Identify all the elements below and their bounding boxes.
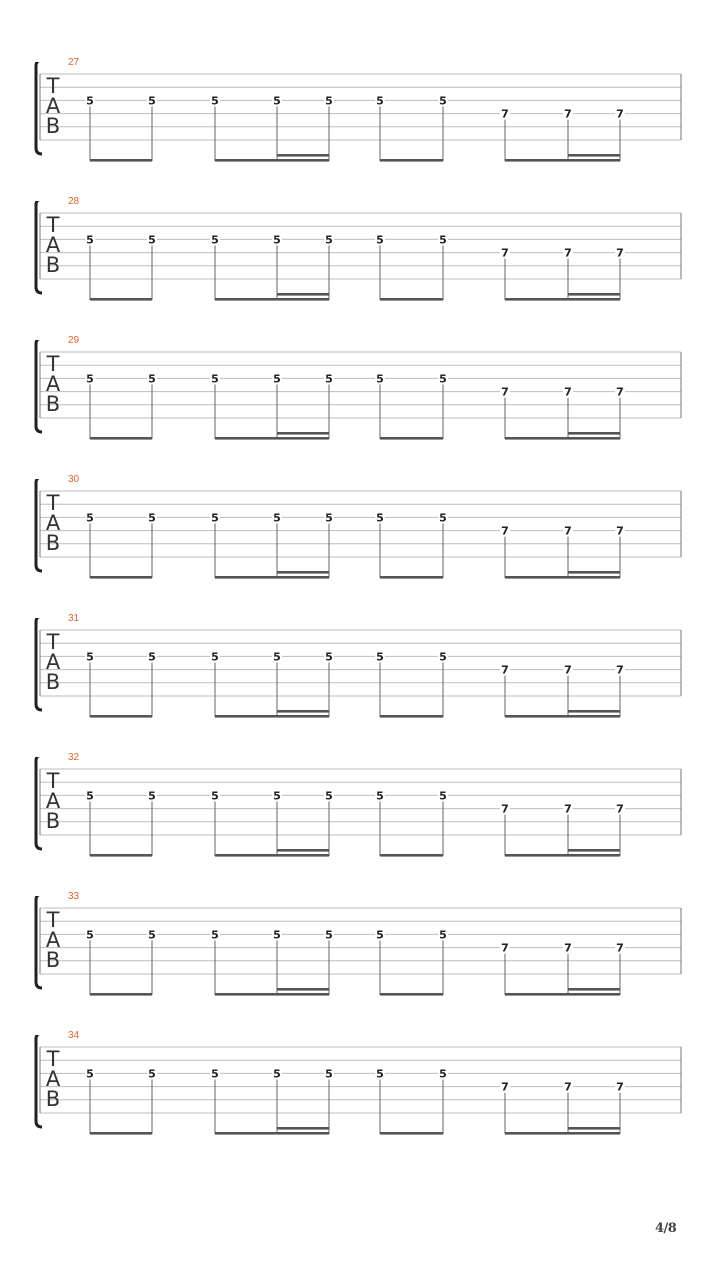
measure-number: 30 <box>68 474 80 485</box>
fret-number: 7 <box>564 246 572 260</box>
tab-staff <box>0 340 720 450</box>
measure-number: 28 <box>68 196 80 207</box>
fret-number: 5 <box>148 928 156 942</box>
tab-clef-letter: T <box>46 213 60 237</box>
tab-clef-letter: B <box>45 531 61 555</box>
fret-number: 5 <box>325 650 333 664</box>
tab-clef-letter: T <box>46 74 60 98</box>
beam <box>505 576 620 579</box>
beam <box>215 437 329 440</box>
measure-number: 29 <box>68 335 80 346</box>
beam <box>90 1132 152 1135</box>
fret-number: 5 <box>376 94 384 108</box>
beam <box>380 576 443 579</box>
fret-number: 5 <box>325 789 333 803</box>
beam <box>380 1132 443 1135</box>
fret-number: 5 <box>376 1067 384 1081</box>
fret-number: 5 <box>376 650 384 664</box>
fret-number: 7 <box>501 941 509 955</box>
fret-number: 7 <box>616 385 624 399</box>
tab-clef-letter: A <box>45 650 61 674</box>
fret-number: 7 <box>616 246 624 260</box>
fret-number: 7 <box>616 663 624 677</box>
secondary-beam <box>568 432 620 435</box>
fret-number: 5 <box>86 928 94 942</box>
fret-number: 7 <box>564 802 572 816</box>
fret-number: 5 <box>325 233 333 247</box>
secondary-beam <box>277 571 329 574</box>
tab-staff <box>0 201 720 311</box>
fret-number: 5 <box>86 233 94 247</box>
fret-number: 5 <box>211 928 219 942</box>
tab-clef-letter: T <box>46 352 60 376</box>
fret-number: 7 <box>564 941 572 955</box>
fret-number: 7 <box>616 1080 624 1094</box>
tab-system <box>0 57 720 172</box>
tab-clef-letter: T <box>46 908 60 932</box>
secondary-beam <box>277 849 329 852</box>
beam <box>90 437 152 440</box>
fret-number: 5 <box>148 650 156 664</box>
fret-number: 5 <box>439 650 447 664</box>
fret-number: 5 <box>211 233 219 247</box>
beam <box>215 1132 329 1135</box>
tab-clef-letter: B <box>45 253 61 277</box>
measure-number: 31 <box>68 613 80 624</box>
fret-number: 7 <box>616 524 624 538</box>
fret-number: 5 <box>86 650 94 664</box>
beam <box>380 715 443 718</box>
secondary-beam <box>568 988 620 991</box>
fret-number: 7 <box>564 107 572 121</box>
tab-system <box>0 196 720 311</box>
fret-number: 5 <box>439 1067 447 1081</box>
fret-number: 7 <box>501 802 509 816</box>
measure-number: 33 <box>68 891 80 902</box>
tab-system <box>0 891 720 1006</box>
secondary-beam <box>277 710 329 713</box>
beam <box>380 993 443 996</box>
fret-number: 7 <box>501 385 509 399</box>
fret-number: 5 <box>148 511 156 525</box>
tab-clef-letter: A <box>45 233 61 257</box>
tab-staff <box>0 896 720 1006</box>
fret-number: 5 <box>376 372 384 386</box>
fret-number: 5 <box>439 511 447 525</box>
tab-clef-letter: T <box>46 630 60 654</box>
fret-number: 5 <box>86 511 94 525</box>
beam <box>215 576 329 579</box>
fret-number: 5 <box>325 94 333 108</box>
fret-number: 5 <box>376 789 384 803</box>
fret-number: 5 <box>273 650 281 664</box>
fret-number: 5 <box>376 928 384 942</box>
fret-number: 5 <box>273 372 281 386</box>
secondary-beam <box>568 571 620 574</box>
fret-number: 5 <box>86 94 94 108</box>
fret-number: 7 <box>564 524 572 538</box>
tab-system <box>0 1030 720 1145</box>
fret-number: 5 <box>211 789 219 803</box>
tab-staff <box>0 1035 720 1145</box>
beam <box>505 993 620 996</box>
secondary-beam <box>277 293 329 296</box>
measure-number: 32 <box>68 752 80 763</box>
fret-number: 5 <box>325 511 333 525</box>
beam <box>215 854 329 857</box>
fret-number: 7 <box>501 524 509 538</box>
fret-number: 5 <box>439 789 447 803</box>
beam <box>215 993 329 996</box>
measure-number: 34 <box>68 1030 80 1041</box>
fret-number: 5 <box>273 511 281 525</box>
tab-clef-letter: B <box>45 392 61 416</box>
fret-number: 5 <box>211 1067 219 1081</box>
fret-number: 5 <box>148 789 156 803</box>
fret-number: 5 <box>148 233 156 247</box>
tab-clef-letter: A <box>45 789 61 813</box>
fret-number: 7 <box>616 107 624 121</box>
fret-number: 5 <box>211 650 219 664</box>
fret-number: 7 <box>564 1080 572 1094</box>
tab-clef-letter: T <box>46 769 60 793</box>
secondary-beam <box>568 1127 620 1130</box>
tab-clef-letter: T <box>46 491 60 515</box>
fret-number: 5 <box>325 372 333 386</box>
fret-number: 5 <box>325 1067 333 1081</box>
tab-clef-letter: B <box>45 114 61 138</box>
measure-number: 27 <box>68 57 80 68</box>
fret-number: 7 <box>616 802 624 816</box>
tab-clef-letter: T <box>46 1047 60 1071</box>
beam <box>215 715 329 718</box>
tab-clef-letter: B <box>45 809 61 833</box>
tab-staff <box>0 757 720 867</box>
fret-number: 5 <box>148 94 156 108</box>
tab-system <box>0 474 720 589</box>
tab-clef-letter: A <box>45 94 61 118</box>
tab-clef-letter: A <box>45 511 61 535</box>
fret-number: 5 <box>86 789 94 803</box>
beam <box>380 437 443 440</box>
tab-clef-letter: B <box>45 1087 61 1111</box>
fret-number: 5 <box>273 789 281 803</box>
tab-clef-letter: A <box>45 1067 61 1091</box>
tab-clef-letter: A <box>45 372 61 396</box>
beam <box>215 298 329 301</box>
fret-number: 7 <box>501 107 509 121</box>
fret-number: 5 <box>211 372 219 386</box>
fret-number: 5 <box>439 94 447 108</box>
beam <box>505 854 620 857</box>
secondary-beam <box>568 710 620 713</box>
fret-number: 5 <box>376 233 384 247</box>
secondary-beam <box>277 432 329 435</box>
secondary-beam <box>277 1127 329 1130</box>
tab-system <box>0 613 720 728</box>
fret-number: 7 <box>501 1080 509 1094</box>
beam <box>90 159 152 162</box>
fret-number: 5 <box>148 1067 156 1081</box>
fret-number: 5 <box>148 372 156 386</box>
fret-number: 7 <box>501 663 509 677</box>
fret-number: 5 <box>86 372 94 386</box>
secondary-beam <box>568 154 620 157</box>
fret-number: 5 <box>273 233 281 247</box>
beam <box>505 715 620 718</box>
beam <box>505 298 620 301</box>
tab-staff <box>0 62 720 172</box>
fret-number: 5 <box>273 928 281 942</box>
beam <box>505 1132 620 1135</box>
secondary-beam <box>568 293 620 296</box>
fret-number: 7 <box>616 941 624 955</box>
beam <box>505 437 620 440</box>
fret-number: 5 <box>376 511 384 525</box>
secondary-beam <box>277 988 329 991</box>
beam <box>90 854 152 857</box>
secondary-beam <box>277 154 329 157</box>
fret-number: 5 <box>439 372 447 386</box>
fret-number: 5 <box>439 233 447 247</box>
beam <box>380 854 443 857</box>
beam <box>505 159 620 162</box>
page-number: 4/8 <box>655 1221 677 1236</box>
tab-clef-letter: B <box>45 948 61 972</box>
fret-number: 7 <box>564 663 572 677</box>
fret-number: 5 <box>211 94 219 108</box>
fret-number: 5 <box>273 1067 281 1081</box>
fret-number: 5 <box>211 511 219 525</box>
fret-number: 5 <box>273 94 281 108</box>
fret-number: 5 <box>325 928 333 942</box>
beam <box>380 298 443 301</box>
beam <box>215 159 329 162</box>
beam <box>90 576 152 579</box>
tab-staff <box>0 618 720 728</box>
beam <box>380 159 443 162</box>
fret-number: 7 <box>564 385 572 399</box>
tab-staff <box>0 479 720 589</box>
fret-number: 5 <box>439 928 447 942</box>
tab-clef-letter: A <box>45 928 61 952</box>
tab-system <box>0 335 720 450</box>
beam <box>90 993 152 996</box>
fret-number: 7 <box>501 246 509 260</box>
beam <box>90 715 152 718</box>
tab-system <box>0 752 720 867</box>
fret-number: 5 <box>86 1067 94 1081</box>
tab-clef-letter: B <box>45 670 61 694</box>
beam <box>90 298 152 301</box>
secondary-beam <box>568 849 620 852</box>
